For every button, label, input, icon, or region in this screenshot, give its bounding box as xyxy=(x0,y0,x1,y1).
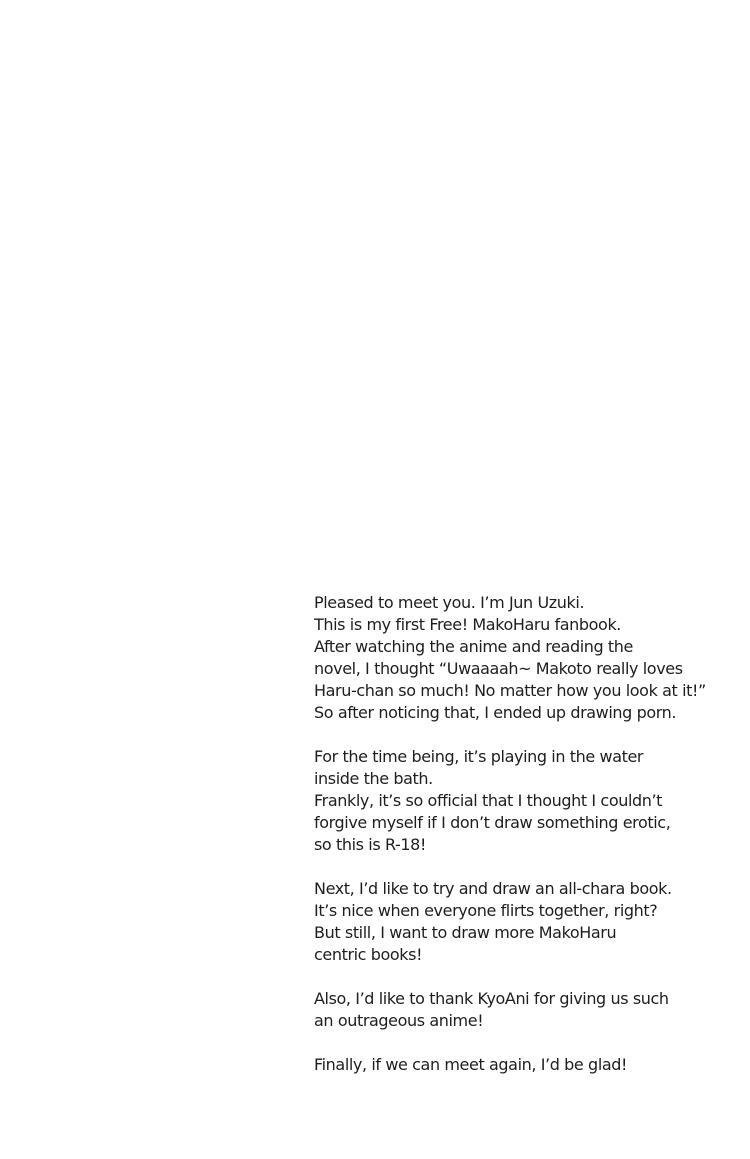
text-line: Also, I’d like to thank KyoAni for giving us such xyxy=(314,989,669,1008)
text-line: Pleased to meet you. I’m Jun Uzuki. xyxy=(314,593,585,612)
text-line: Haru-chan so much! No matter how you look at it!” xyxy=(314,681,706,700)
text-line: so this is R-18! xyxy=(314,835,426,854)
text-line: Next, I’d like to try and draw an all-chara book. xyxy=(314,879,672,898)
text-line: For the time being, it’s playing in the water xyxy=(314,747,644,766)
text-line: It’s nice when everyone flirts together, right? xyxy=(314,901,658,920)
text-line: an outrageous anime! xyxy=(314,1011,484,1030)
text-line: This is my first Free! MakoHaru fanbook. xyxy=(314,615,621,634)
text-line: novel, I thought “Uwaaaah~ Makoto really loves xyxy=(314,659,683,678)
text-line: So after noticing that, I ended up drawing porn. xyxy=(314,703,677,722)
afterword-paragraph-3 xyxy=(314,878,714,966)
text-line: Finally, if we can meet again, I’d be glad! xyxy=(314,1055,628,1074)
afterword-paragraph-2 xyxy=(314,746,714,856)
afterword-paragraph-1 xyxy=(314,592,714,724)
text-line: forgive myself if I don’t draw something erotic, xyxy=(314,813,671,832)
text-line: But still, I want to draw more MakoHaru xyxy=(314,923,617,942)
text-line: After watching the anime and reading the xyxy=(314,637,633,656)
text-line: Frankly, it’s so official that I thought I couldn’t xyxy=(314,791,663,810)
afterword-text-block xyxy=(314,592,714,1076)
afterword-paragraph-4 xyxy=(314,988,714,1032)
text-line: inside the bath. xyxy=(314,769,433,788)
afterword-paragraph-5 xyxy=(314,1054,714,1076)
text-line: centric books! xyxy=(314,945,423,964)
